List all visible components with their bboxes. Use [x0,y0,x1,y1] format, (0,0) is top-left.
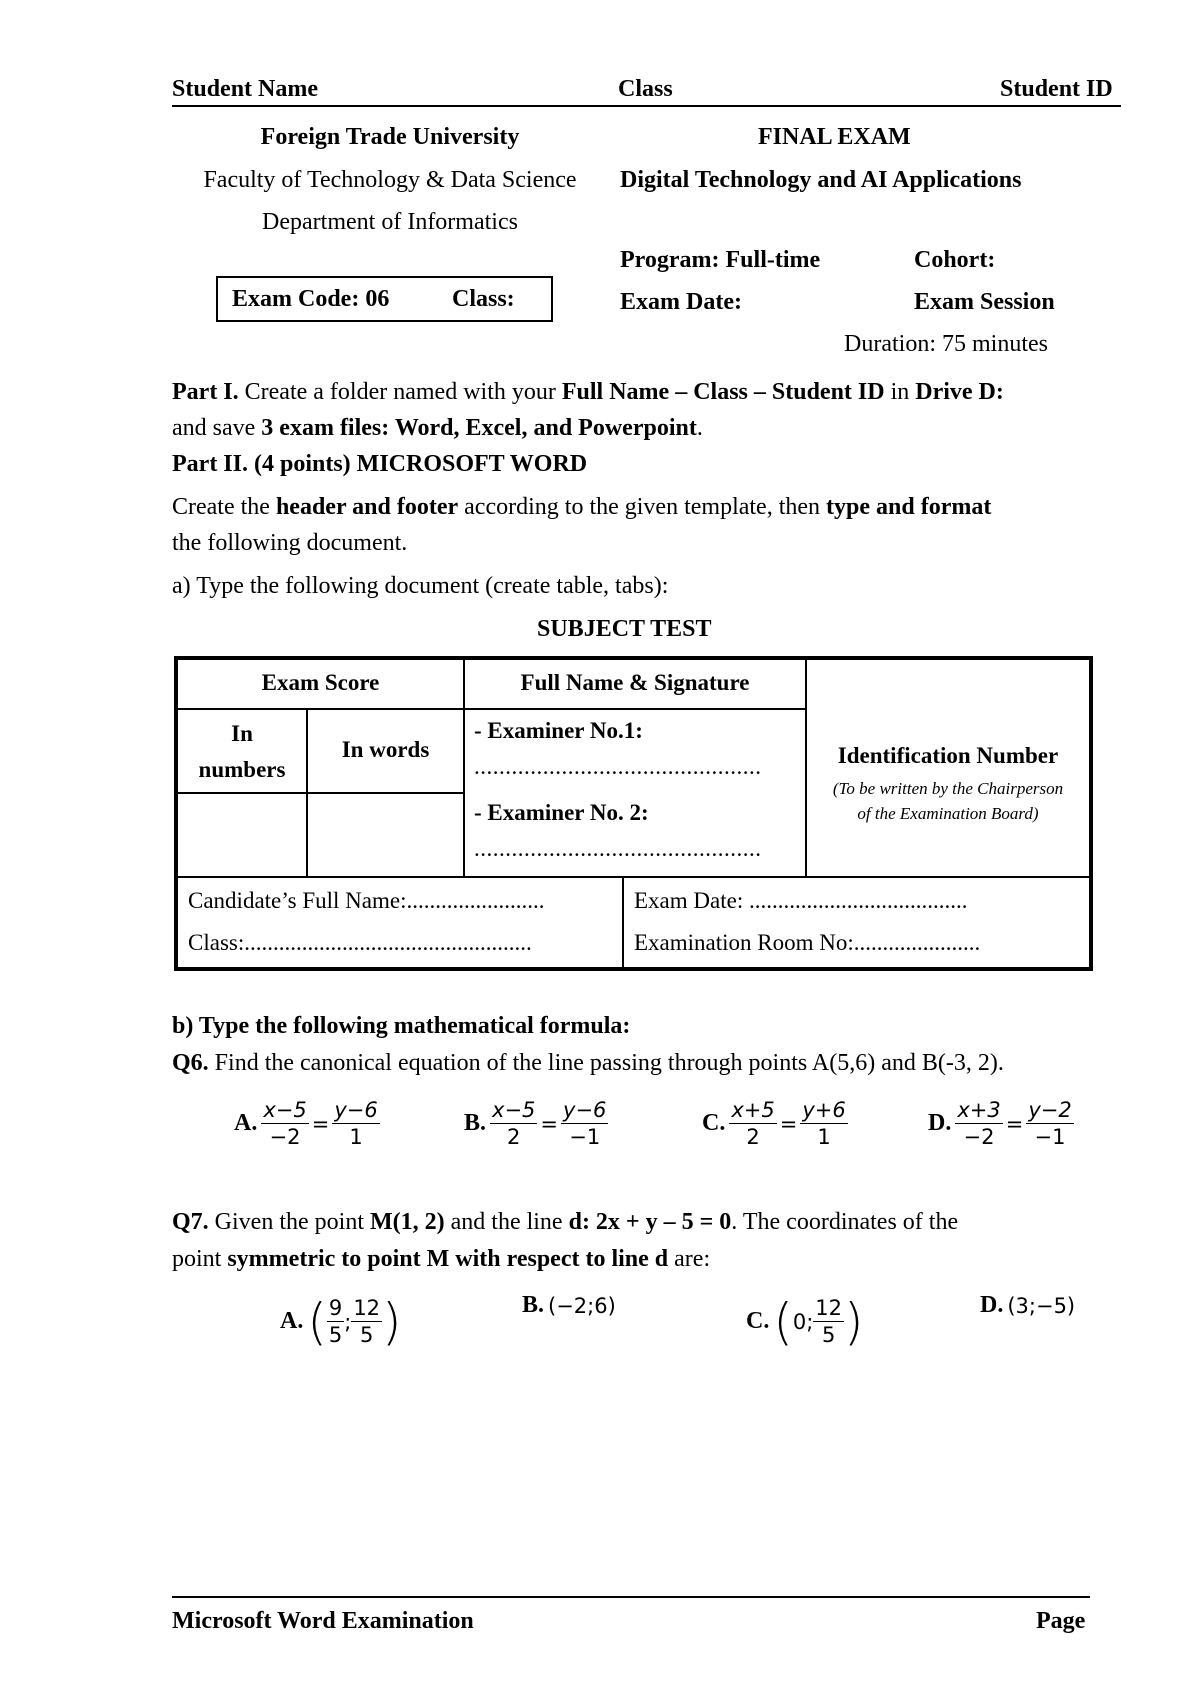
duration: Duration: 75 minutes [844,331,1048,357]
denominator: 1 [817,1125,831,1149]
part2-bold: header and footer [275,494,459,520]
part1-bold: Full Name – Class – Student ID [561,379,885,405]
option-label: A. [234,1110,258,1136]
cohort: Cohort: [914,247,996,273]
fraction [351,1296,382,1347]
part2-line1 [172,489,1102,526]
q6-question: Find the canonical equation of the line passing through points A(5,6) and B(-3, 2). [208,1050,1004,1076]
table-line [622,876,624,967]
denominator: 5 [359,1323,374,1347]
part1-text: . [696,415,703,441]
table-line [178,708,807,710]
numerator: x−5 [263,1098,307,1122]
fraction [813,1296,844,1347]
examination-room: Examination Room No:...................... [634,930,981,955]
part1-bold: Drive D: [915,379,1004,405]
exam-score-header: Exam Score [261,670,380,695]
in-words-header: In words [341,737,430,762]
exam-date-label: Exam Date: [620,289,742,315]
left-paren: ( [307,1292,327,1351]
q6-label: Q6. [172,1050,209,1076]
option-value: 0; [792,1309,814,1334]
faculty-name: Faculty of Technology & Data Science [203,167,577,193]
q6-option-d [928,1098,1074,1149]
fraction [327,1296,344,1347]
exam-code: Exam Code: 06 [232,286,390,312]
examiner-1-dots: .............................................. [474,754,762,779]
part2-text: according to the given template, then [458,494,827,520]
equals-sign: = [540,1111,559,1136]
program: Program: Full-time [620,247,821,273]
part1-line2 [172,410,1102,447]
fraction [490,1098,537,1149]
table-line [178,876,1089,878]
option-value: (−2;6) [548,1293,616,1318]
option-label: B. [522,1292,545,1318]
denominator: 1 [349,1125,363,1149]
denominator: 2 [507,1125,521,1149]
q7-bold: symmetric to point M with respect to line d [227,1246,669,1272]
candidate-full-name: Candidate’s Full Name:........................ [188,888,545,913]
denominator: −2 [269,1125,301,1149]
part1-bold: 3 exam files: Word, Excel, and Powerpoint [261,415,697,441]
numerator: y−2 [1028,1098,1072,1122]
part2-text: Create the [172,494,276,520]
part1-text: Create a folder named with your [238,379,562,405]
numerator: 12 [815,1296,843,1320]
q7-line1 [172,1204,1102,1241]
q7-text: point [172,1246,228,1272]
q7-text: and the line [444,1209,569,1235]
denominator: 5 [821,1323,836,1347]
examiner-1: - Examiner No.1: [474,718,643,743]
header-rule [172,105,1121,107]
numerator: x+3 [957,1098,1001,1122]
q6-text [172,1045,1112,1082]
equals-sign: = [779,1111,798,1136]
examiner-2: - Examiner No. 2: [474,800,649,825]
numerator: y+6 [802,1098,846,1122]
footer-page: Page [1036,1608,1086,1634]
denominator: −2 [963,1125,995,1149]
q6-option-c [702,1098,848,1149]
fraction [332,1098,379,1149]
university-name: Foreign Trade University [260,124,520,150]
in-numbers-line: numbers [198,757,286,782]
part1-label: Part I. [172,379,239,405]
q7-line2 [172,1241,1102,1278]
fraction [561,1098,608,1149]
part2-label: Part II. (4 points) MICROSOFT WORD [172,451,588,477]
q7-option-a [280,1292,402,1351]
exam-session: Exam Session [914,289,1055,315]
part-b-title: b) Type the following mathematical formula: [172,1013,631,1039]
equals-sign: = [1005,1111,1024,1136]
exam-subject: Digital Technology and AI Applications [620,167,1022,193]
option-value: (3;−5) [1007,1293,1076,1318]
header-class: Class [618,76,673,102]
option-label: A. [280,1308,304,1334]
identification-number: Identification Number [837,743,1059,768]
denominator: −1 [1034,1125,1066,1149]
class-label: Class: [452,286,515,312]
denominator: 5 [328,1323,343,1347]
exam-title: FINAL EXAM [758,124,911,150]
subject-test-title: SUBJECT TEST [537,616,712,642]
option-label: C. [702,1110,726,1136]
option-label: B. [464,1110,487,1136]
footer-rule [172,1596,1090,1598]
numerator: 9 [328,1296,343,1320]
examiner-2-dots: .............................................. [474,836,762,861]
numerator: x+5 [731,1098,775,1122]
footer-left: Microsoft Word Examination [172,1608,474,1634]
table-exam-date: Exam Date: ...................................... [634,888,968,913]
q7-text: are: [668,1246,711,1272]
option-label: D. [928,1110,952,1136]
option-label: D. [980,1292,1004,1318]
full-name-signature-header: Full Name & Signature [520,670,750,695]
option-label: C. [746,1308,770,1334]
part2-a-text: a) Type the following document (create table, tabs): [172,573,669,599]
part2-bold: type and format [826,494,992,520]
part1-text: in [884,379,916,405]
header-student-id: Student ID [1000,76,1113,102]
q7-text: Given the point [208,1209,370,1235]
exam-code-box [216,276,553,322]
identification-note-line: of the Examination Board) [857,804,1039,823]
candidate-class: Class:.................................................. [188,930,532,955]
fraction [1026,1098,1073,1149]
q6-option-a [234,1098,380,1149]
q7-option-b [522,1292,616,1319]
identification-note-line: (To be written by the Chairperson [832,779,1064,798]
fraction [800,1098,847,1149]
part1-line1 [172,374,1102,411]
header-student-name: Student Name [172,76,319,102]
left-paren: ( [773,1292,793,1351]
right-paren: ) [844,1292,864,1351]
q7-option-d [980,1292,1075,1319]
in-numbers-line: In [231,721,253,746]
part2-line2: the following document. [172,530,408,556]
numerator: x−5 [492,1098,536,1122]
right-paren: ) [382,1292,402,1351]
q7-bold: M(1, 2) [369,1209,445,1235]
fraction [729,1098,776,1149]
numerator: y−6 [334,1098,378,1122]
q7-bold: d: 2x + y – 5 = 0 [568,1209,732,1235]
fraction [955,1098,1002,1149]
part1-text: and save [172,415,262,441]
fraction [261,1098,308,1149]
q7-text: . The coordinates of the [731,1209,959,1235]
identification-note [807,776,1089,826]
q7-label: Q7. [172,1209,209,1235]
denominator: −1 [569,1125,601,1149]
subject-test-table [174,656,1093,971]
equals-sign: = [311,1111,330,1136]
numerator: y−6 [563,1098,607,1122]
separator: ; [344,1309,352,1334]
department-name: Department of Informatics [262,209,518,235]
in-numbers-header [178,716,306,788]
denominator: 2 [746,1125,760,1149]
q7-option-c [746,1292,864,1351]
numerator: 12 [353,1296,381,1320]
q6-option-b [464,1098,608,1149]
table-line [178,792,465,794]
